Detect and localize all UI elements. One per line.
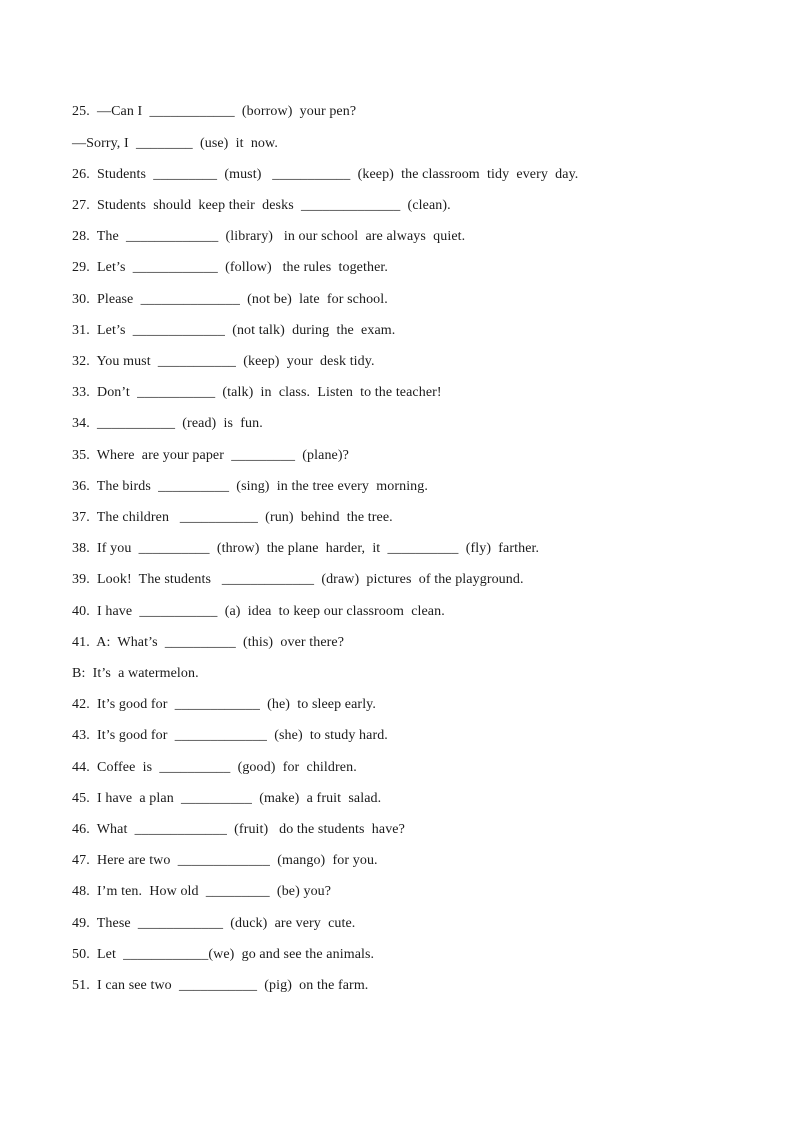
question-30 <box>72 290 388 310</box>
question-text: 46. What _____________ (fruit) do the students have? <box>72 822 405 837</box>
question-41 <box>72 633 344 653</box>
question-51 <box>72 976 368 996</box>
question-47 <box>72 851 378 871</box>
question-text: 42. It’s good for ____________ (he) to sleep early. <box>72 697 376 712</box>
question-text: —Sorry, I ________ (use) it now. <box>72 136 278 151</box>
question-text: 43. It’s good for _____________ (she) to study hard. <box>72 728 388 743</box>
question-text: 40. I have ___________ (a) idea to keep our classroom clean. <box>72 604 445 619</box>
question-34 <box>72 414 263 434</box>
question-46 <box>72 820 405 840</box>
question-31 <box>72 321 395 341</box>
question-text: B: It’s a watermelon. <box>72 666 199 681</box>
question-40 <box>72 602 445 622</box>
question-text: 47. Here are two _____________ (mango) for you. <box>72 853 378 868</box>
question-text: 41. A: What’s __________ (this) over there? <box>72 635 345 650</box>
question-text: 28. The _____________ (library) in our school are always quiet. <box>72 229 466 244</box>
question-37 <box>72 508 393 528</box>
question-text: 25. —Can I ____________ (borrow) your pen? <box>72 104 357 119</box>
question-50 <box>72 945 374 965</box>
question-text: 51. I can see two ___________ (pig) on the farm. <box>72 978 369 993</box>
question-text: 37. The children ___________ (run) behind the tree. <box>72 510 393 525</box>
question-text: 39. Look! The students _____________ (draw) pictures of the playground. <box>72 572 524 587</box>
question-text: 27. Students should keep their desks ______________ (clean). <box>72 198 451 213</box>
question-text: 44. Coffee is __________ (good) for children. <box>72 760 357 775</box>
question-35 <box>72 446 349 466</box>
question-43 <box>72 726 388 746</box>
question-32 <box>72 352 375 372</box>
question-25-reply <box>72 134 278 154</box>
question-45 <box>72 789 381 809</box>
question-26 <box>72 165 578 185</box>
question-25 <box>72 102 356 122</box>
question-text: 35. Where are your paper _________ (plane)? <box>72 448 349 463</box>
question-36 <box>72 477 428 497</box>
question-27 <box>72 196 451 216</box>
question-41-reply <box>72 664 199 684</box>
question-text: 36. The birds __________ (sing) in the tree every morning. <box>72 479 428 494</box>
question-38 <box>72 539 539 559</box>
question-42 <box>72 695 376 715</box>
question-text: 29. Let’s ____________ (follow) the rules together. <box>72 260 388 275</box>
question-text: 45. I have a plan __________ (make) a fruit salad. <box>72 791 382 806</box>
question-text: 49. These ____________ (duck) are very cute. <box>72 916 356 931</box>
question-44 <box>72 758 357 778</box>
question-text: 48. I’m ten. How old _________ (be) you? <box>72 884 332 899</box>
question-49 <box>72 914 355 934</box>
question-text: 34. ___________ (read) is fun. <box>72 416 263 431</box>
question-text: 30. Please ______________ (not be) late for school. <box>72 292 388 307</box>
question-48 <box>72 882 331 902</box>
question-text: 38. If you __________ (throw) the plane harder, it __________ (fly) farther. <box>72 541 540 556</box>
question-39 <box>72 570 524 590</box>
question-text: 26. Students _________ (must) ___________ (keep) the classroom tidy every day. <box>72 167 579 182</box>
question-text: 31. Let’s _____________ (not talk) during the exam. <box>72 323 396 338</box>
question-text: 50. Let ____________(we) go and see the animals. <box>72 947 375 962</box>
question-33 <box>72 383 442 403</box>
question-text: 32. You must ___________ (keep) your desk tidy. <box>72 354 375 369</box>
question-28 <box>72 227 465 247</box>
question-text: 33. Don’t ___________ (talk) in class. Listen to the teacher! <box>72 385 442 400</box>
question-29 <box>72 258 388 278</box>
